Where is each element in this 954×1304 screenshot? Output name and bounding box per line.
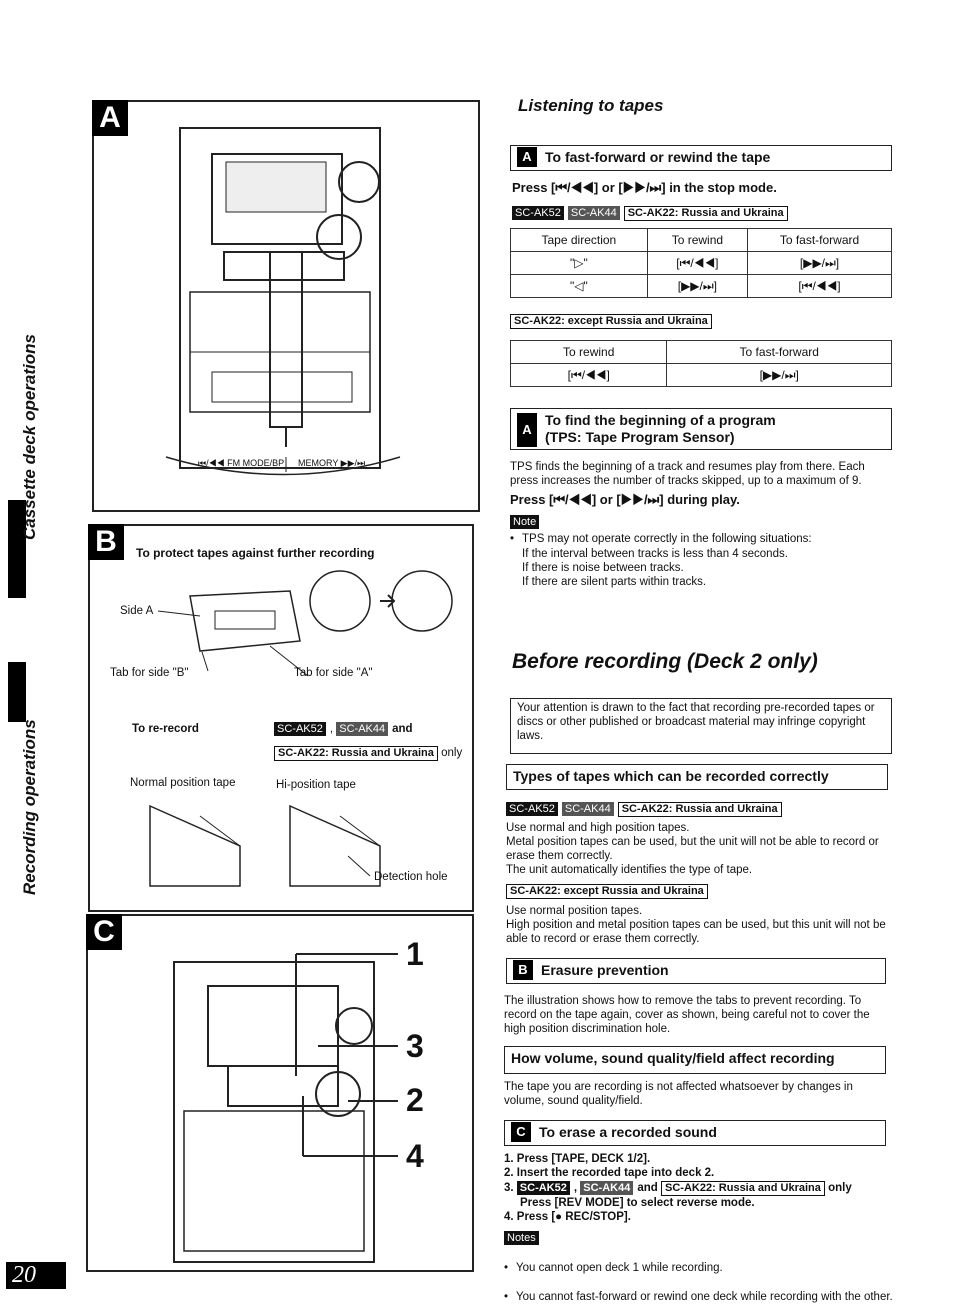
- types-p1: Use normal and high position tapes.: [506, 822, 690, 834]
- erase-step-4: 4. Press [● REC/STOP].: [504, 1211, 631, 1223]
- erase-title: To erase a recorded sound: [539, 1124, 717, 1140]
- tps-press: Press [⏮/◀◀] or [▶▶/⏭] during play.: [510, 492, 740, 507]
- panel-b-letter: B: [88, 524, 124, 560]
- tps-case-2: If there is noise between tracks.: [522, 562, 684, 574]
- re-record-models-2: [274, 746, 462, 761]
- erasure-text: The illustration shows how to remove the tabs to prevent recording. To record on the tape again, cover as shown, being careful not to cover the high position discrimination hole.: [504, 995, 870, 1035]
- ff-title: To fast-forward or rewind the tape: [545, 149, 771, 165]
- erasure-header: [506, 958, 886, 984]
- normal-tape-label: Normal position tape: [130, 777, 236, 789]
- and-text: and: [392, 723, 413, 735]
- tape-types-illustration: [90, 796, 470, 906]
- ff-press: Press [⏮/◀◀] or [▶▶/⏭] in the stop mode.: [512, 180, 777, 195]
- tps-case-1: If the interval between tracks is less than 4 seconds.: [522, 548, 788, 560]
- panel-a: [92, 100, 480, 512]
- panel-c-letter: C: [86, 914, 122, 950]
- ff-header: [510, 145, 892, 171]
- tps-header: [510, 408, 892, 450]
- volume-header: How volume, sound quality/field affect recording: [504, 1046, 886, 1074]
- tps-title-1: To find the beginning of a program: [545, 412, 776, 428]
- ff-table-2: To rewind To fast-forward [⏮/◀◀] [▶▶/⏭]: [510, 340, 892, 387]
- types-models-2: [506, 884, 708, 899]
- erase-letter: C: [511, 1122, 531, 1142]
- copyright-notice: Your attention is drawn to the fact that recording pre-recorded tapes or discs or other published or broadcast material may infringe copyright laws.: [510, 698, 892, 754]
- types-p4: Use normal position tapes.: [506, 905, 643, 917]
- erasure-title: Erasure prevention: [541, 962, 669, 978]
- rewind-button-label: ⏮/◀◀ FM MODE/BP: [198, 458, 285, 468]
- tps-title-2: (TPS: Tape Program Sensor): [545, 429, 735, 445]
- model-outline-ak22: SC-AK22: Russia and Ukraina: [618, 802, 782, 817]
- volume-text: The tape you are recording is not affected whatsoever by changes in volume, sound quality/field.: [504, 1081, 853, 1107]
- before-title: Before recording (Deck 2 only): [512, 650, 818, 673]
- types-models-1: [506, 802, 782, 817]
- model-outline-ak22-except: SC-AK22: except Russia and Ukraina: [510, 314, 712, 329]
- hi-tape-label: Hi-position tape: [276, 779, 356, 791]
- re-record-label: To re-record: [132, 723, 199, 735]
- tab-a-label: Tab for side "A": [294, 667, 373, 679]
- panel-a-letter: A: [92, 100, 128, 136]
- model-outline-ak22: SC-AK22: Russia and Ukraina: [661, 1181, 825, 1196]
- erase-step-2: 2. Insert the recorded tape into deck 2.: [504, 1167, 715, 1179]
- page-number: 20: [6, 1262, 66, 1289]
- erase-header: [504, 1120, 886, 1146]
- memory-button-label: MEMORY ▶▶/⏭: [298, 458, 366, 468]
- sidebar-label-recording: Recording operations: [20, 719, 39, 895]
- only-text: only: [441, 747, 463, 759]
- panel-c: [86, 914, 474, 1272]
- erase-notes-label: Notes: [504, 1228, 543, 1246]
- tps-letter: A: [517, 413, 537, 447]
- ff-table-1: Tape direction To rewind To fast-forward "▷" [⏮/◀◀] [▶▶/⏭] "◁" [▶▶/⏭] [⏮/◀◀]: [510, 228, 892, 298]
- model-outline-ak22: SC-AK22: Russia and Ukraina: [624, 206, 788, 221]
- tps-note-label: Note: [510, 512, 543, 530]
- model-chip-ak44: SC-AK44: [568, 206, 620, 220]
- tps-case-3: If there are silent parts within tracks.: [522, 576, 707, 588]
- model-chip-ak44: SC-AK44: [580, 1181, 633, 1195]
- model-chip-ak52: SC-AK52: [274, 722, 326, 736]
- callout-3: 3: [406, 1028, 424, 1064]
- ff-models-1: [512, 206, 788, 221]
- erase-step-3: 3. SC-AK52 , SC-AK44 and SC-AK22: Russia and Ukraina only: [504, 1182, 852, 1194]
- erase-step-3-sub: Press [REV MODE] to select reverse mode.: [520, 1197, 755, 1209]
- model-chip-ak52: SC-AK52: [517, 1181, 570, 1195]
- callout-1: 1: [406, 936, 424, 972]
- model-chip-ak44: SC-AK44: [562, 802, 614, 816]
- re-record-models: SC-AK52 , SC-AK44 and: [274, 722, 413, 736]
- side-a-label: Side A: [120, 605, 154, 617]
- ff-letter: A: [517, 147, 537, 167]
- types-header: Types of tapes which can be recorded correctly: [506, 764, 888, 790]
- tps-desc: TPS finds the beginning of a track and resumes play from there. Each press increases the number of tracks skipped, up to a maximum of 9.: [510, 461, 865, 487]
- erasure-letter: B: [513, 960, 533, 980]
- stereo-unit-illustration: [94, 102, 478, 510]
- model-outline-ak22: SC-AK22: Russia and Ukraina: [274, 746, 438, 761]
- model-chip-ak52: SC-AK52: [506, 802, 558, 816]
- listening-title: Listening to tapes: [518, 96, 664, 115]
- model-chip-ak44: SC-AK44: [336, 722, 388, 736]
- types-p2: Metal position tapes can be used, but the unit will not be able to record or erase them correctly.: [506, 836, 879, 862]
- erase-note-2: • You cannot fast-forward or rewind one deck while recording with the other.: [504, 1290, 896, 1304]
- erase-step-1: 1. Press [TAPE, DECK 1/2].: [504, 1153, 651, 1165]
- callout-2: 2: [406, 1082, 424, 1118]
- sidebar-label-cassette: Cassette deck operations: [20, 334, 39, 540]
- detection-hole-label: Detection hole: [374, 871, 448, 883]
- model-chip-ak52: SC-AK52: [512, 206, 564, 220]
- types-p3: The unit automatically identifies the type of tape.: [506, 864, 753, 876]
- callout-4: 4: [406, 1138, 424, 1174]
- ff-models-2: [510, 314, 712, 329]
- tab-b-label: Tab for side "B": [110, 667, 189, 679]
- panel-b: [88, 524, 474, 912]
- panel-b-title: To protect tapes against further recording: [136, 546, 375, 560]
- model-outline-ak22-except: SC-AK22: except Russia and Ukraina: [506, 884, 708, 899]
- types-p5: High position and metal position tapes can be used, but this unit will not be able to record or erase them correctly.: [506, 919, 886, 945]
- tps-note: • TPS may not operate correctly in the following situations:: [510, 532, 954, 546]
- erase-note-1: • You cannot open deck 1 while recording.: [504, 1261, 896, 1275]
- sidebar-tab-recording: [8, 662, 26, 722]
